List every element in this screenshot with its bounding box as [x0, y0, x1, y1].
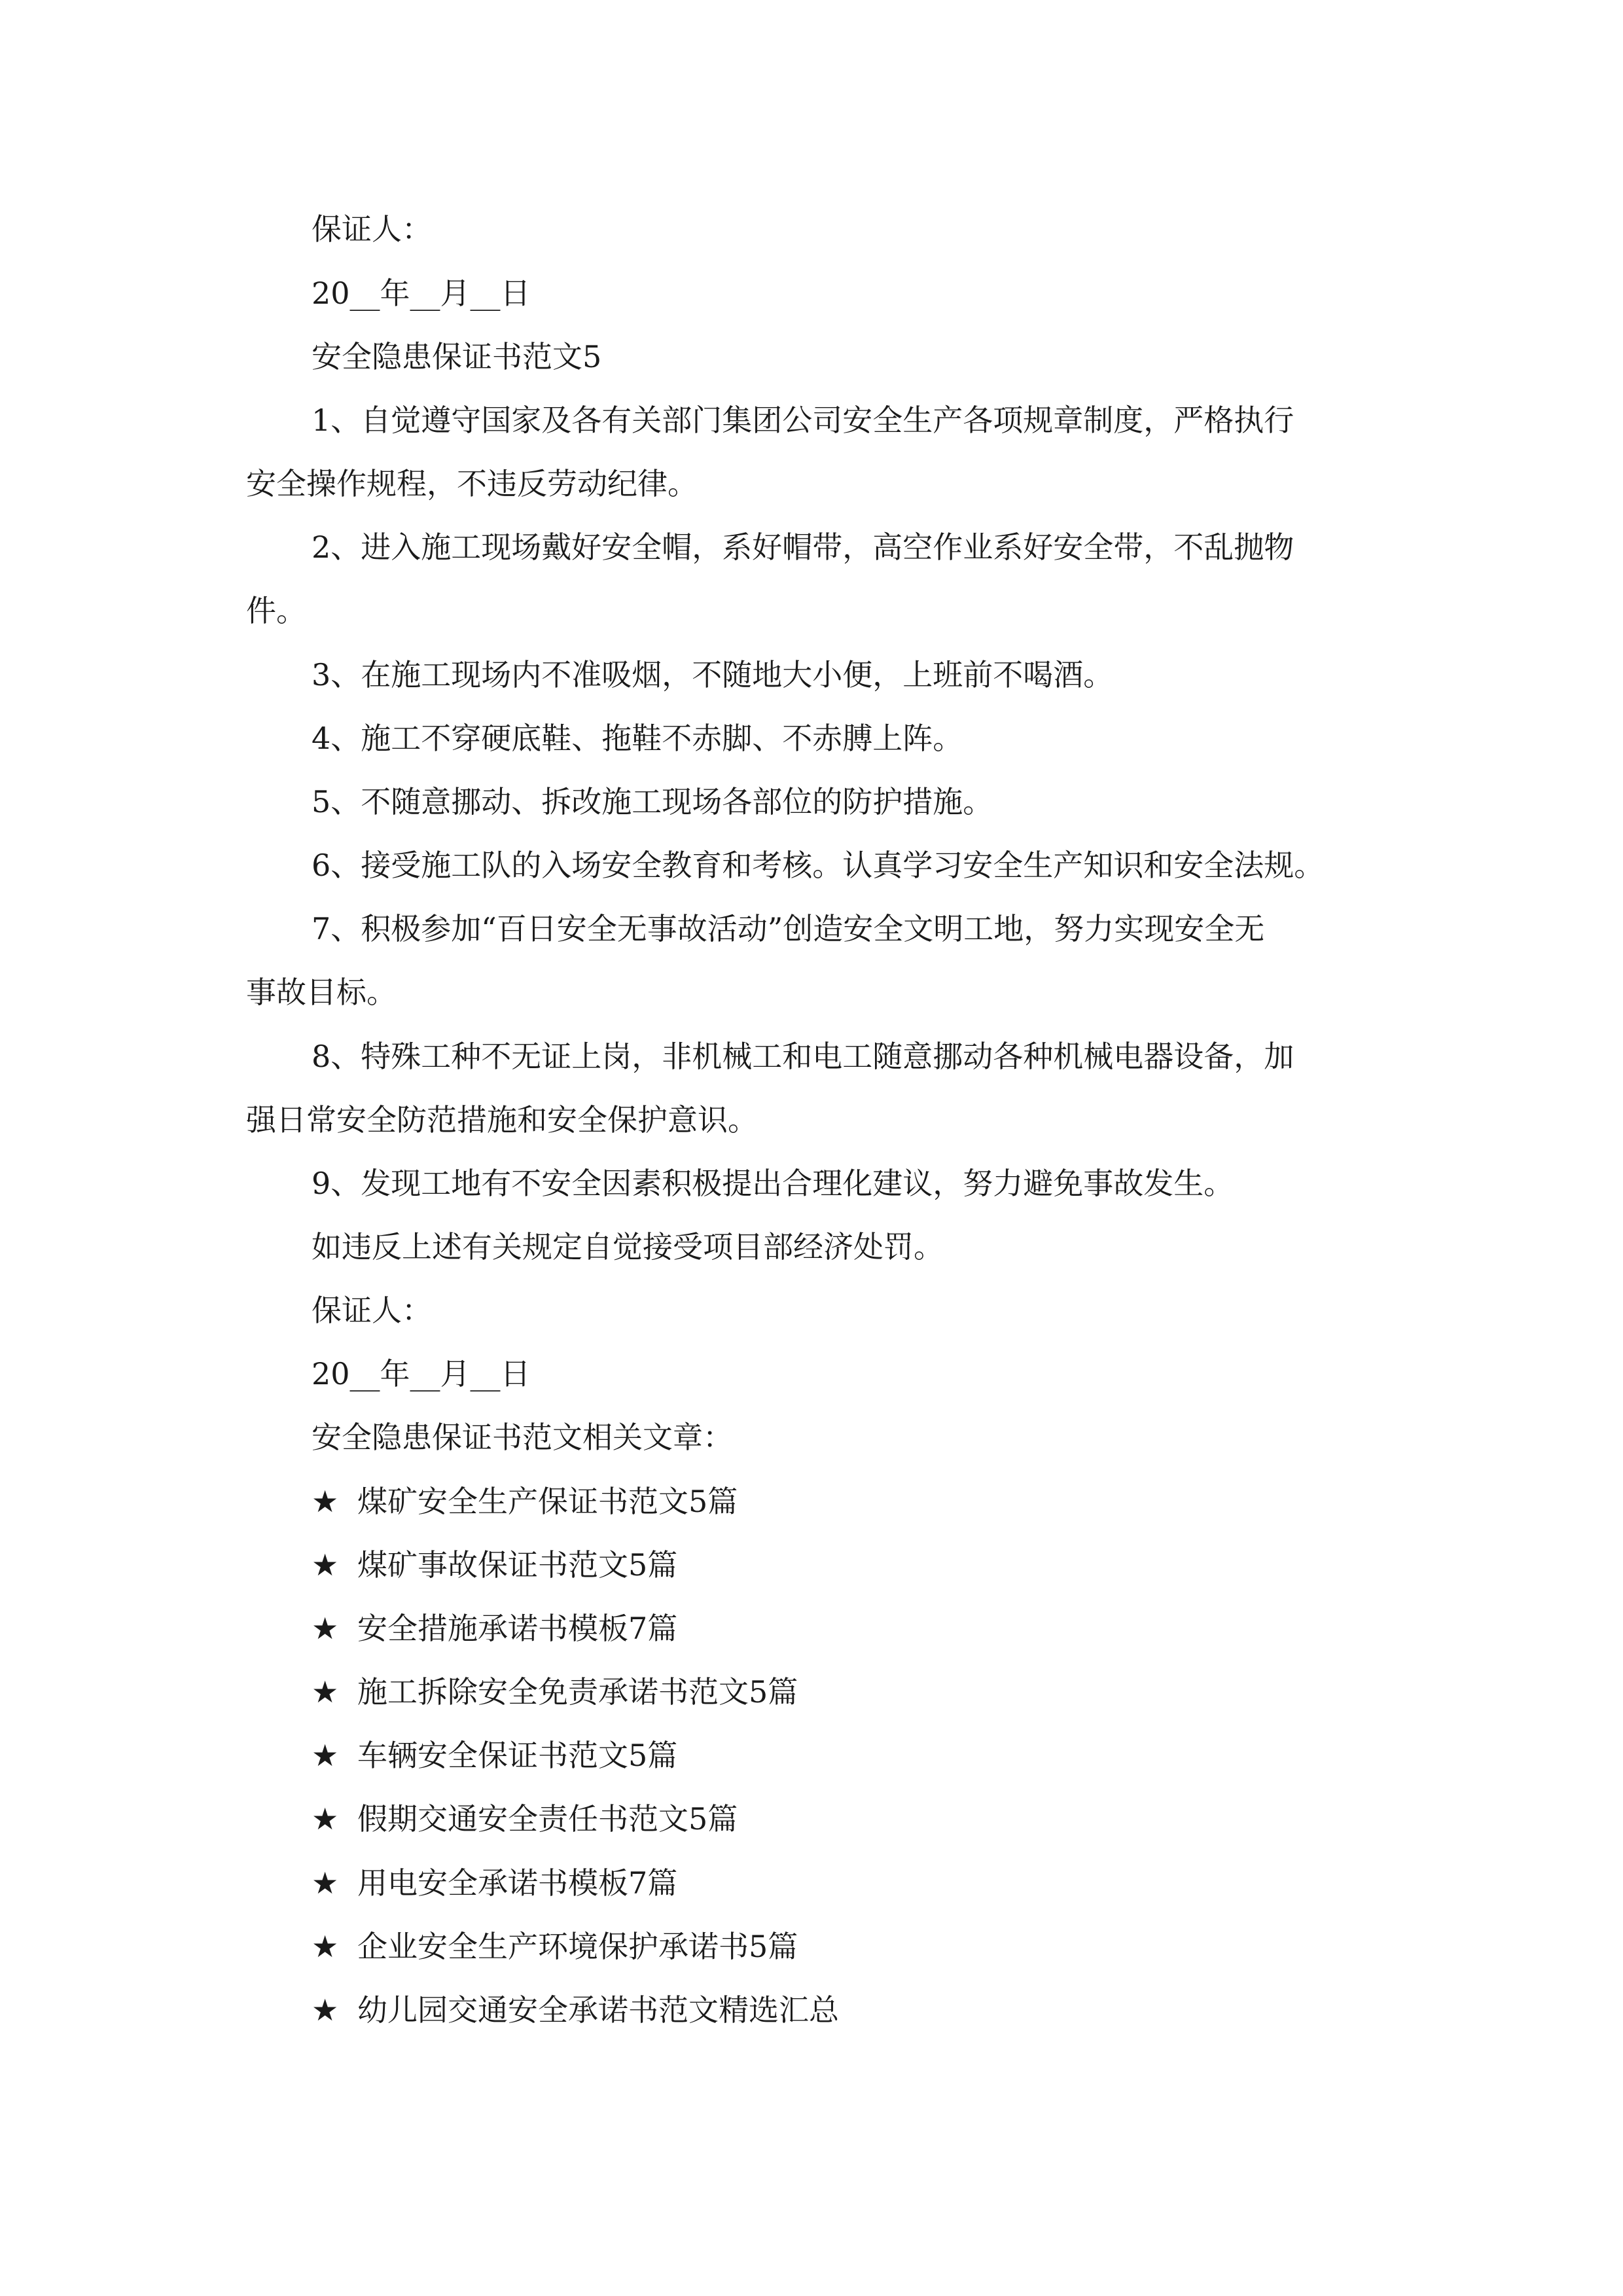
star-icon: ★ — [312, 1674, 339, 1710]
item-8-continuation: 强日常安全防范措施和安全保护意识。 — [246, 1102, 758, 1138]
item-2-continuation: 件。 — [246, 593, 306, 628]
related-link[interactable] — [312, 1736, 677, 1775]
related-link-text[interactable]: 车辆安全保证书范文5篇 — [357, 1738, 678, 1773]
related-link[interactable] — [312, 1990, 839, 2030]
item-2: 2、进入施工现场戴好安全帽，系好帽带，高空作业系好安全带，不乱抛物 — [312, 529, 1294, 565]
star-icon: ★ — [312, 1865, 339, 1901]
star-icon: ★ — [312, 1992, 339, 2028]
guarantor-label-bottom: 保证人： — [312, 1293, 432, 1328]
item-9: 9、发现工地有不安全因素积极提出合理化建议，努力避免事故发生。 — [312, 1166, 1234, 1201]
item-1: 1、自觉遵守国家及各有关部门集团公司安全生产各项规章制度，严格执行 — [312, 403, 1294, 438]
date-line-top: 20__年__月__日 — [312, 276, 531, 311]
penalty-statement: 如违反上述有关规定自觉接受项目部经济处罚。 — [312, 1229, 944, 1265]
star-icon: ★ — [312, 1611, 339, 1646]
related-articles-heading: 安全隐患保证书范文相关文章： — [312, 1420, 733, 1455]
item-6: 6、接受施工队的入场安全教育和考核。认真学习安全生产知识和安全法规。 — [312, 848, 1325, 883]
related-link-text[interactable]: 施工拆除安全免责承诺书范文5篇 — [357, 1674, 798, 1710]
related-link[interactable] — [312, 1863, 677, 1903]
related-link[interactable] — [312, 1672, 798, 1712]
related-link-text[interactable]: 假期交通安全责任书范文5篇 — [357, 1801, 738, 1837]
item-4: 4、施工不穿硬底鞋、拖鞋不赤脚、不赤膊上阵。 — [312, 721, 963, 756]
section-title: 安全隐患保证书范文5 — [312, 339, 602, 374]
related-link[interactable] — [312, 1609, 677, 1648]
related-link-text[interactable]: 安全措施承诺书模板7篇 — [357, 1611, 678, 1646]
item-7: 7、积极参加“百日安全无事故活动”创造安全文明工地，努力实现安全无 — [312, 911, 1265, 946]
related-link-text[interactable]: 煤矿事故保证书范文5篇 — [357, 1547, 678, 1583]
item-3: 3、在施工现场内不准吸烟，不随地大小便，上班前不喝酒。 — [312, 657, 1114, 692]
related-link-text[interactable]: 煤矿安全生产保证书范文5篇 — [357, 1484, 738, 1519]
item-7-continuation: 事故目标。 — [246, 975, 397, 1010]
star-icon: ★ — [312, 1484, 339, 1519]
related-link[interactable] — [312, 1799, 738, 1839]
star-icon: ★ — [312, 1547, 339, 1583]
star-icon: ★ — [312, 1801, 339, 1837]
item-5: 5、不随意挪动、拆改施工现场各部位的防护措施。 — [312, 784, 993, 819]
related-link[interactable] — [312, 1482, 738, 1521]
item-1-continuation: 安全操作规程，不违反劳动纪律。 — [246, 466, 698, 501]
star-icon: ★ — [312, 1738, 339, 1773]
related-link-text[interactable]: 用电安全承诺书模板7篇 — [357, 1865, 678, 1901]
date-line-bottom: 20__年__月__日 — [312, 1356, 531, 1391]
item-8: 8、特殊工种不无证上岗，非机械工和电工随意挪动各种机械电器设备，加 — [312, 1039, 1294, 1074]
related-link-text[interactable]: 企业安全生产环境保护承诺书5篇 — [357, 1929, 798, 1964]
guarantor-label-top: 保证人： — [312, 211, 432, 247]
related-link[interactable] — [312, 1927, 798, 1966]
star-icon: ★ — [312, 1929, 339, 1964]
related-link[interactable] — [312, 1545, 677, 1585]
related-link-text[interactable]: 幼儿园交通安全承诺书范文精选汇总 — [357, 1992, 839, 2028]
